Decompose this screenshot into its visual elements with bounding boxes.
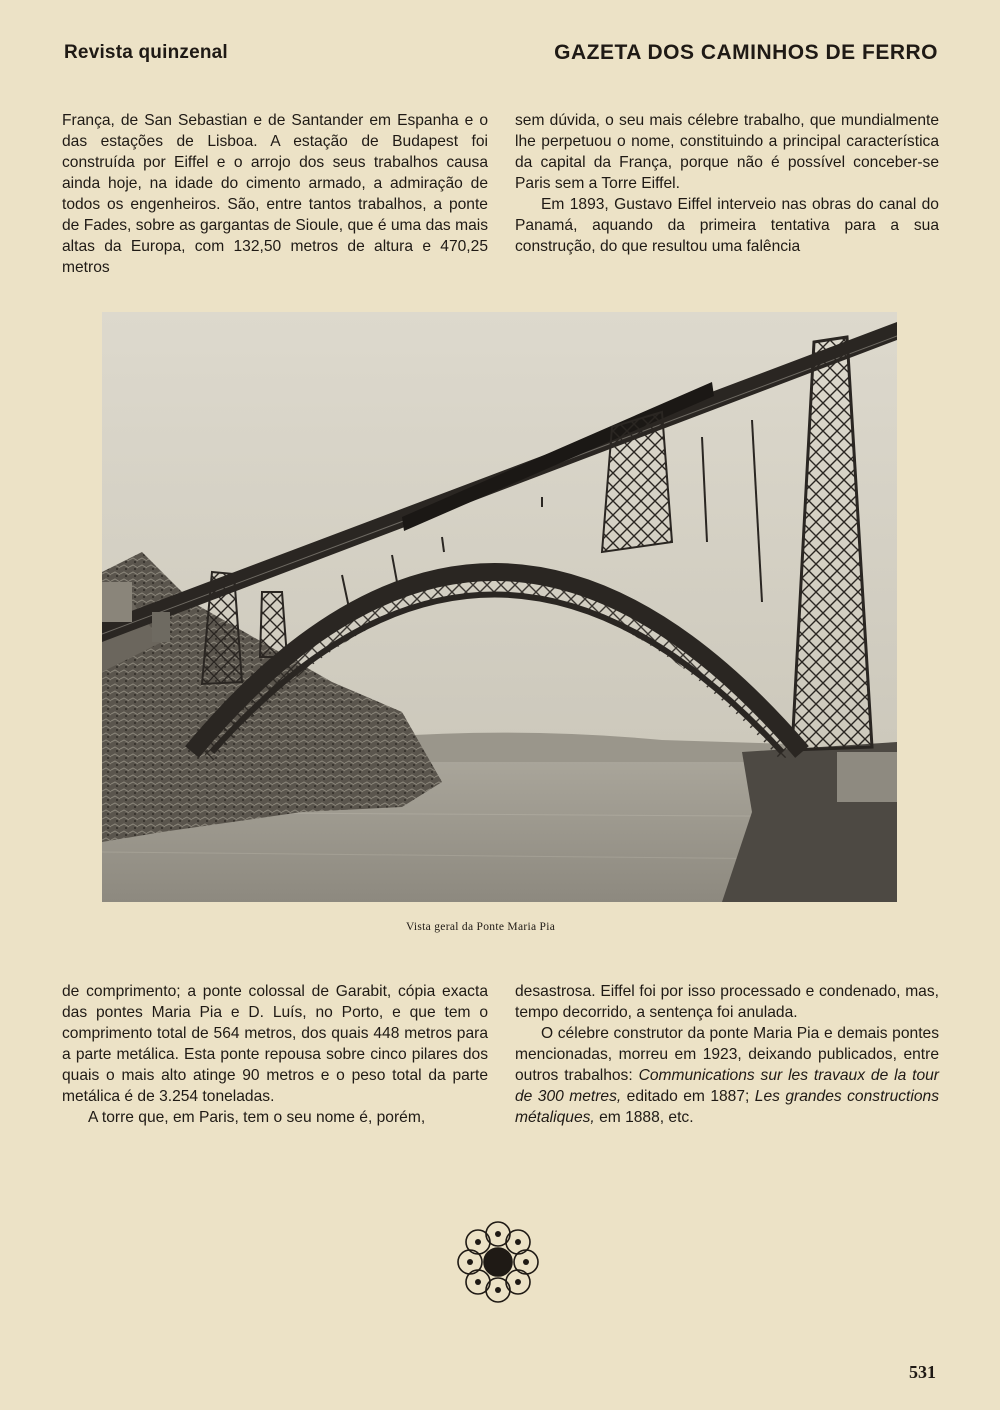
text-column-bottom-right — [515, 981, 939, 1128]
paragraph: França, de San Sebastian e de Santander em Espanha e o das estações de Lisboa. A estação de Budapest foi construída por Eiffel e o arrojo dos seus trabalhos causa ainda hoje, na idade do cimento armado, a admiração de todos os engenheiros. São, entre tantos trabalhos, a ponte de Fades, sobre as gargantas de Sioule, que é uma das mais altas da Europa, com 132,50 metros de altura e 470,25 metros — [62, 112, 488, 276]
paragraph: de comprimento; a ponte colossal de Garabit, cópia exacta das pontes Maria Pia e D. Luís, no Porto, e que tem o comprimento total de 564 metros, dos quais 448 metros para a parte metálica. Esta ponte repousa sobre cinco pilares dos quais o mais alto atinge 90 metros e o peso total da parte metálica é de 3.254 toneladas. — [62, 983, 488, 1105]
paragraph: sem dúvida, o seu mais célebre trabalho, que mundialmente lhe perpetuou o nome, constituindo a principal característica da capital da França, porque não é possível conceber-se Paris sem a Torre Eiffel. — [515, 112, 939, 192]
text-column-top-right — [515, 110, 939, 257]
paragraph: A torre que, em Paris, tem o seu nome é, porém, — [88, 1109, 426, 1126]
header-left: Revista quinzenal — [64, 42, 228, 63]
paragraph: Em 1893, Gustavo Eiffel interveio nas obras do canal do Panamá, aquando da primeira tentativa para a sua construção, do que resultou uma falência — [515, 196, 939, 255]
page-number: 531 — [909, 1362, 936, 1382]
text-column-bottom-left — [62, 981, 488, 1128]
bridge-illustration — [102, 312, 897, 902]
rope-ornament-icon — [454, 1217, 542, 1307]
text-run: O célebre construtor da ponte Maria Pia e demais pontes mencionadas, morreu em 1923, deixando publicados, entre outros trabalhos: — [515, 1025, 939, 1084]
text-run: editado em 1887; — [621, 1088, 755, 1105]
header-title: GAZETA DOS CAMINHOS DE FERRO — [554, 41, 938, 64]
photo-caption: Vista geral da Ponte Maria Pia — [406, 921, 556, 933]
bridge-photograph — [102, 312, 897, 902]
text-column-top-left — [62, 110, 488, 278]
paragraph — [515, 1023, 939, 1128]
paragraph: desastrosa. Eiffel foi por isso processado e condenado, mas, tempo decorrido, a sentença foi anulada. — [515, 983, 939, 1021]
text-run: em 1888, etc. — [594, 1109, 694, 1126]
book-title: Les grandes constructions métaliques, — [515, 1088, 939, 1126]
book-title: Communications sur les travaux de la tour de 300 metres, — [515, 1067, 939, 1105]
